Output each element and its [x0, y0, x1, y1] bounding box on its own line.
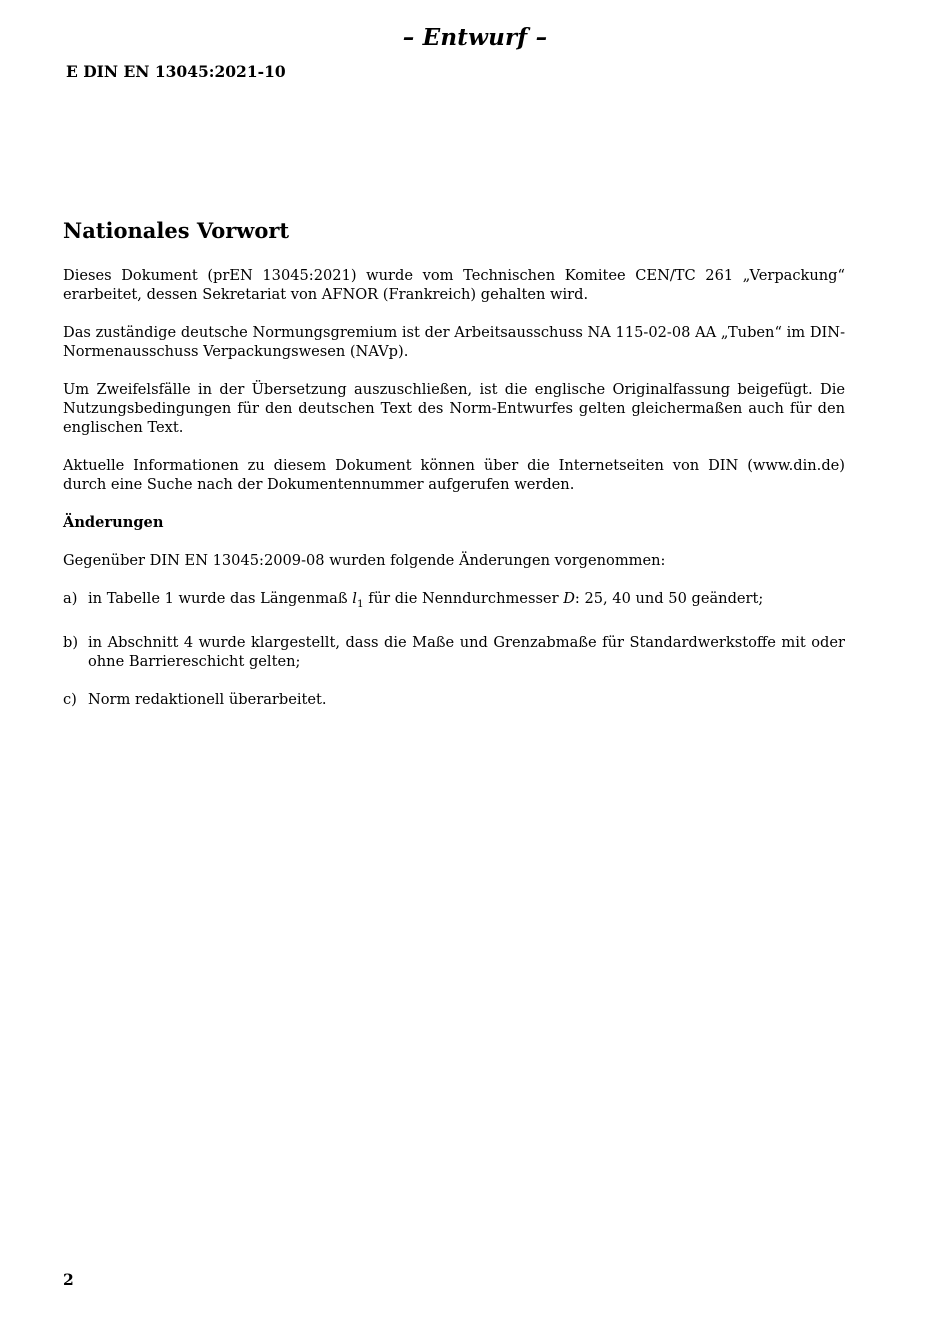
- draft-watermark-heading: – Entwurf –: [402, 24, 548, 51]
- list-item: [63, 589, 845, 614]
- list-marker: c): [63, 691, 77, 708]
- list-item-text: [88, 589, 845, 614]
- page-number: 2: [63, 1270, 74, 1289]
- list-item: [63, 633, 845, 671]
- section-title: Nationales Vorwort: [63, 218, 290, 243]
- list-item-text: Norm redaktionell überarbeitet.: [88, 691, 327, 708]
- list-text-segment: für die Nenndurchmesser: [363, 590, 564, 607]
- list-marker: b): [63, 634, 79, 651]
- foreword-paragraph: Das zuständige deutsche Normungsgremium ist der Arbeitsausschuss NA 115-02-08 AA „Tuben“ im DIN-Normenausschuss Verpackungswesen (NAVp).: [63, 324, 845, 360]
- changes-heading: Änderungen: [63, 514, 164, 531]
- foreword-paragraph: Dieses Dokument (prEN 13045:2021) wurde vom Technischen Komitee CEN/TC 261 „Verpackung“ erarbeitet, dessen Sekretariat von AFNOR (Frankreich) gehalten wird.: [63, 267, 845, 303]
- document-identifier: E DIN EN 13045:2021-10: [66, 62, 286, 81]
- length-symbol-subscript: 1: [356, 598, 364, 610]
- list-text-segment: in Tabelle 1 wurde das Längenmaß: [88, 590, 353, 607]
- length-symbol: l: [352, 590, 357, 607]
- list-text-segment: : 25, 40 und 50 geändert;: [574, 590, 764, 607]
- foreword-paragraph: Um Zweifelsfälle in der Übersetzung auszuschließen, ist die englische Originalfassung beigefügt. Die Nutzungsbedingungen für den deutschen Text des Norm-Entwurfes gelten gleichermaßen auch für den englischen Text.: [63, 381, 845, 436]
- national-foreword-section: [63, 217, 845, 728]
- diameter-symbol: D: [563, 590, 575, 607]
- list-marker: a): [63, 590, 78, 607]
- changes-intro: Gegenüber DIN EN 13045:2009-08 wurden folgende Änderungen vorgenommen:: [63, 552, 666, 569]
- foreword-paragraph: Aktuelle Informationen zu diesem Dokument können über die Internetseiten von DIN (www.din.de) durch eine Suche nach der Dokumentennummer aufgerufen werden.: [63, 457, 845, 493]
- changes-list: [63, 589, 845, 709]
- list-item-text: in Abschnitt 4 wurde klargestellt, dass die Maße und Grenzabmaße für Standardwerkstoffe mit oder ohne Barriereschicht gelten;: [88, 634, 845, 670]
- list-item: [63, 690, 845, 709]
